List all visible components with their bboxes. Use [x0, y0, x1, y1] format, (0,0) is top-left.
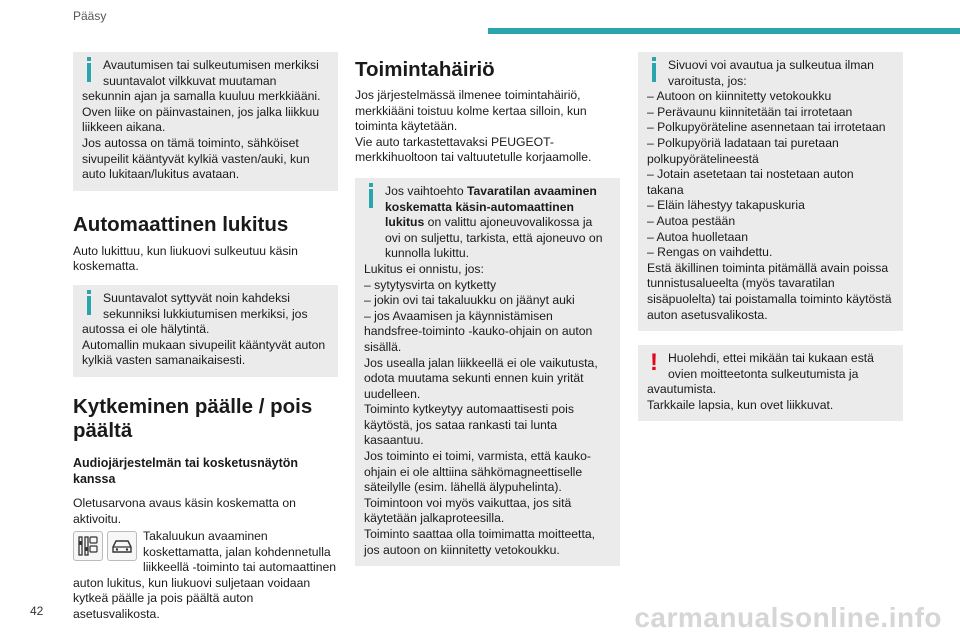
list-item: – Perävaunu kiinnitetään tai irrotetaan [647, 104, 853, 119]
column-1 [73, 52, 338, 623]
info-box [638, 52, 903, 331]
info-text: Automallin mukaan sivupeilit kääntyvät auton kylkiä vasten samanaikaisesti. [82, 337, 326, 368]
header-accent-bar [488, 28, 960, 34]
info-icon [87, 296, 91, 315]
warning-text: avautumista. [647, 382, 717, 397]
info-text: Avautumisen tai sulkeutumisen merkiksi suuntavalot vilkkuvat muutaman [103, 58, 319, 88]
list-item: – jos Avaamisen ja käynnistämisen handsfree-toiminto -kauko-ohjain on auton sisällä. [364, 308, 593, 354]
section-title: Pääsy [73, 9, 107, 23]
info-text: Toiminto kytkeytyy automaattisesti pois käytöstä, jos sataa rankasti tai lunta kasaantuu. [364, 402, 574, 448]
info-text: Jos autossa on tämä toiminto, sähköiset sivupeilit kääntyvät kylkiä vasten/auki, kun auto lukitaan/lukitus avataan. [82, 135, 310, 182]
info-icon [652, 63, 656, 82]
column-3 [638, 52, 903, 421]
info-box [73, 285, 338, 377]
car-icon [107, 531, 137, 561]
heading-malfunction: Toimintahäiriö [355, 58, 495, 81]
watermark: carmanualsonline.info [634, 602, 942, 633]
info-text: Sivuovi voi avautua ja sulkeutua ilman varoitusta, jos: [668, 58, 874, 88]
info-icon [369, 189, 373, 208]
icon-paragraph [73, 529, 338, 623]
heading-enable-disable: Kytkeminen päälle / pois päältä [73, 394, 313, 442]
list-item: – Autoa huolletaan [647, 229, 748, 244]
list-item: – Jotain asetetaan tai nostetaan auton takana [647, 167, 854, 197]
paragraph: Takaluukun avaaminen koskettamatta, jalan kohdennetulla liikkeellä -toiminto tai automaattinen auton lukitus, kun liukuovi suljetaan voidaan kytkeä päälle ja pois päältä auton asetusvalikosta. [73, 529, 337, 622]
column-2 [355, 52, 620, 566]
info-icon [87, 63, 91, 82]
info-text: sekunnin ajan ja samalla kuuluu merkkiääni. Oven liike on päinvastainen, jos jalka liikkuu liikkeen aikana. [82, 89, 321, 135]
icon-group [73, 531, 137, 561]
heading-automatic-locking: Automaattinen lukitus [73, 212, 289, 236]
page-number: 42 [30, 604, 44, 618]
info-text: Estä äkillinen toiminta pitämällä avain poissa tunnistusalueelta (myös tavaratilan sisäpuolelta) tai poistamalla toiminto käytöstä auton asetusvalikosta. [647, 260, 892, 322]
warning-text: Tarkkaile lapsia, kun ovet liikkuvat. [647, 397, 834, 412]
subheading-audio: Audiojärjestelmän tai kosketusnäytön kanssa [73, 455, 299, 486]
list-item: – Autoon on kiinnitetty vetokoukku [647, 89, 832, 104]
info-text: Lukitus ei onnistu, jos: [364, 261, 484, 276]
info-text: autossa ei ole hälytintä. [82, 322, 210, 337]
list-item: – Autoa pestään [647, 213, 736, 228]
info-text: Toiminto saattaa olla toimimatta moitteetta, jos autoon on kiinnitetty vetokoukku. [364, 527, 595, 557]
list-item: – Polkupyöräteline asennetaan tai irrotetaan [647, 120, 886, 135]
info-text: Jos usealla jalan liikkeellä ei ole vaikutusta, odota muutama sekunti ennen kuin yrität uudelleen. [364, 355, 598, 401]
warning-box [638, 345, 903, 421]
info-text: Jos vaihtoehto Tavaratilan avaaminen koskematta käsin-automaattinen lukitus on valittu ajoneuvovalikossa ja ovi on suljettu, tarkista, että ajoneuvo on kunnolla lukittu. [385, 183, 603, 261]
settings-apps-icon [73, 531, 103, 561]
list-item: – Polkupyöriä ladataan tai puretaan polkupyörätelineestä [647, 135, 839, 166]
info-text: Suuntavalot syttyvät noin kahdeksi sekunniksi lukkiutumisen merkiksi, jos [103, 290, 308, 321]
paragraph: Jos järjestelmässä ilmenee toimintahäiriö, merkkiääni toistuu kolme kertaa silloin, kun toiminta käytetään. [355, 88, 587, 134]
paragraph: Oletusarvona avaus käsin koskematta on aktivoitu. [73, 495, 296, 526]
warning-text: Huolehdi, ettei mikään tai kukaan estä ovien moitteetonta sulkeutumista ja [668, 351, 874, 381]
paragraph: Auto lukittuu, kun liukuovi sulkeutuu käsin koskematta. [73, 243, 298, 274]
info-text: Jos toiminto ei toimi, varmista, että kauko-ohjain ei ole alttiina sähkömagneettiselle säteilylle (esim. lähellä älypuhelinta). [364, 449, 591, 495]
list-item: – jokin ovi tai takaluukku on jäänyt auki [364, 293, 575, 308]
list-item: – Rengas on vaihdettu. [647, 245, 773, 260]
info-box [73, 52, 338, 191]
list-item: – Eläin lähestyy takapuskuria [647, 198, 805, 213]
paragraph: Vie auto tarkastettavaksi PEUGEOT-merkkihuoltoon tai valtuutetulle korjaamolle. [355, 134, 592, 165]
info-text: Toimintoon voi myös vaikuttaa, jos sitä käytetään jalkaproteesilla. [364, 495, 572, 526]
warning-icon: ! [650, 349, 658, 377]
info-box [355, 178, 620, 566]
list-item: – sytytysvirta on kytketty [364, 277, 497, 292]
